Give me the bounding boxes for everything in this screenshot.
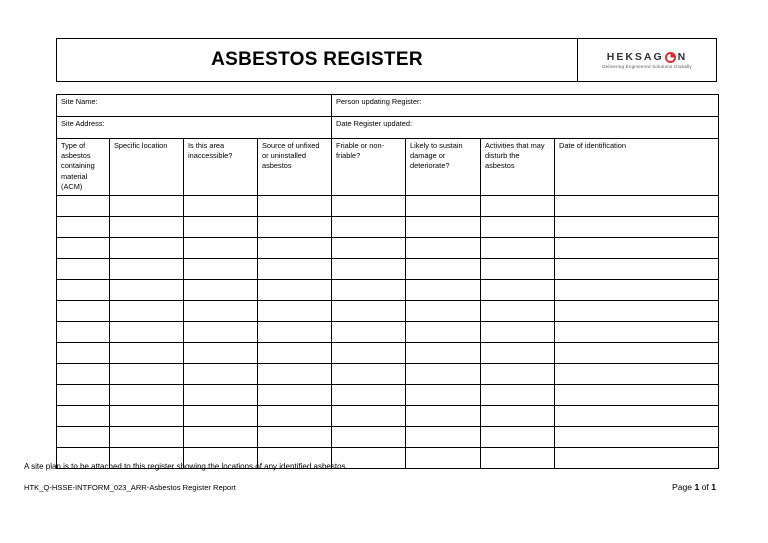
table-cell[interactable] [57,322,110,343]
table-cell[interactable] [332,301,406,322]
table-cell[interactable] [258,364,332,385]
table-cell[interactable] [258,322,332,343]
table-cell[interactable] [57,196,110,217]
logo-wordmark [607,51,688,63]
table-cell[interactable] [57,406,110,427]
table-cell[interactable] [184,364,258,385]
site-plan-note: A site plan is to be attached to this register showing the locations of any identified asbestos. [24,462,348,471]
table-cell[interactable] [57,385,110,406]
table-cell[interactable] [481,196,555,217]
document-reference: HTK_Q-HSSE-INTFORM_023_ARR-Asbestos Register Report [24,483,236,492]
table-cell[interactable] [258,406,332,427]
table-cell[interactable] [184,406,258,427]
logo-text-left: HEKSAG [606,51,664,63]
table-cell[interactable] [406,280,481,301]
table-cell[interactable] [555,217,719,238]
table-cell[interactable] [481,238,555,259]
table-cell[interactable] [184,301,258,322]
table-cell[interactable] [184,280,258,301]
table-row [57,343,719,364]
table-row [57,406,719,427]
table-cell[interactable] [57,301,110,322]
table-cell[interactable] [406,448,481,469]
table-row [57,238,719,259]
table-cell[interactable] [555,280,719,301]
table-cell[interactable] [258,427,332,448]
table-cell[interactable] [481,322,555,343]
table-cell[interactable] [110,343,184,364]
page-number [672,482,716,492]
table-cell[interactable] [57,259,110,280]
site-address-field[interactable] [57,117,332,139]
person-updating-label: Person updating Register: [336,97,422,106]
logo-tagline: Delivering Engineered Solutions Globally [602,64,692,69]
table-cell[interactable] [184,217,258,238]
table-cell[interactable] [555,238,719,259]
table-row [57,322,719,343]
table-cell[interactable] [184,196,258,217]
table-cell[interactable] [406,364,481,385]
table-cell[interactable] [406,343,481,364]
column-header-row [57,139,719,196]
table-row [57,217,719,238]
table-cell[interactable] [332,343,406,364]
table-cell[interactable] [184,385,258,406]
table-cell[interactable] [332,406,406,427]
table-row [57,427,719,448]
table-cell[interactable] [555,427,719,448]
table-cell[interactable] [406,301,481,322]
table-cell[interactable] [406,385,481,406]
table-row [57,385,719,406]
table-cell[interactable] [258,196,332,217]
table-cell[interactable] [57,364,110,385]
table-cell[interactable] [481,427,555,448]
table-cell[interactable] [258,217,332,238]
table-cell[interactable] [555,385,719,406]
table-cell[interactable] [555,259,719,280]
date-updated-label: Date Register updated: [336,119,413,128]
table-cell[interactable] [110,196,184,217]
table-cell[interactable] [332,385,406,406]
table-cell[interactable] [332,217,406,238]
table-cell[interactable] [332,238,406,259]
table-cell[interactable] [481,364,555,385]
table-cell[interactable] [110,280,184,301]
table-cell[interactable] [406,322,481,343]
table-row [57,196,719,217]
site-name-label: Site Name: [61,97,98,106]
table-cell[interactable] [481,259,555,280]
table-cell[interactable] [258,301,332,322]
table-cell[interactable] [57,427,110,448]
table-cell[interactable] [406,427,481,448]
table-cell[interactable] [555,322,719,343]
table-cell[interactable] [332,427,406,448]
page-prefix: Page [672,482,693,492]
table-row [57,364,719,385]
logo-text-right: N [677,51,688,63]
table-cell[interactable] [184,259,258,280]
table-cell[interactable] [258,385,332,406]
table-cell[interactable] [332,259,406,280]
table-cell[interactable] [57,343,110,364]
table-cell[interactable] [332,322,406,343]
table-cell[interactable] [481,217,555,238]
table-row [57,301,719,322]
table-cell[interactable] [184,427,258,448]
table-cell[interactable] [110,385,184,406]
col-header-unfixed-source: Source of unfixed or uninstalled asbestos [258,139,332,196]
page-current: 1 [694,482,700,492]
table-cell[interactable] [481,385,555,406]
col-header-location: Specific location [110,139,184,196]
table-cell[interactable] [258,259,332,280]
table-cell[interactable] [184,343,258,364]
title-cell [57,39,578,81]
table-cell[interactable] [555,301,719,322]
table-cell[interactable] [555,196,719,217]
table-cell[interactable] [332,280,406,301]
table-cell[interactable] [555,448,719,469]
person-updating-field[interactable] [332,95,719,117]
table-cell[interactable] [258,343,332,364]
info-row-site [57,95,719,117]
col-header-damage: Likely to sustain damage or deteriorate? [406,139,481,196]
table-cell[interactable] [110,259,184,280]
table-cell[interactable] [110,238,184,259]
table-cell[interactable] [57,280,110,301]
table-cell[interactable] [481,343,555,364]
table-cell[interactable] [406,217,481,238]
col-header-friable: Friable or non-friable? [332,139,406,196]
table-cell[interactable] [406,406,481,427]
table-cell[interactable] [184,238,258,259]
logo-o-icon [665,52,676,63]
table-cell[interactable] [332,196,406,217]
page-total: 1 [711,482,716,492]
page-of: of [701,482,709,492]
table-row [57,280,719,301]
site-name-field[interactable] [57,95,332,117]
table-cell[interactable] [332,364,406,385]
site-address-label: Site Address: [61,119,105,128]
info-row-address [57,117,719,139]
page-title: ASBESTOS REGISTER [211,49,423,70]
date-updated-field[interactable] [332,117,719,139]
company-logo [578,39,716,81]
table-cell[interactable] [481,280,555,301]
table-cell[interactable] [481,406,555,427]
table-cell[interactable] [258,238,332,259]
table-cell[interactable] [57,217,110,238]
table-cell[interactable] [406,196,481,217]
col-header-acm-type: Type of asbestos containing material (ACM) [57,139,110,196]
table-cell[interactable] [258,280,332,301]
table-cell[interactable] [110,322,184,343]
table-cell[interactable] [110,301,184,322]
col-header-activities: Activities that may disturb the asbestos [481,139,555,196]
table-cell[interactable] [555,406,719,427]
table-cell[interactable] [406,259,481,280]
table-cell[interactable] [555,364,719,385]
table-cell[interactable] [110,406,184,427]
document-header [56,38,717,82]
table-cell[interactable] [110,217,184,238]
table-cell[interactable] [481,448,555,469]
table-cell[interactable] [184,322,258,343]
table-cell[interactable] [110,427,184,448]
col-header-date-identified: Date of identification [555,139,719,196]
asbestos-register-table [56,94,719,469]
table-cell[interactable] [555,343,719,364]
table-cell[interactable] [481,301,555,322]
table-cell[interactable] [57,238,110,259]
table-cell[interactable] [110,364,184,385]
table-cell[interactable] [406,238,481,259]
table-row [57,259,719,280]
col-header-inaccessible: Is this area inaccessible? [184,139,258,196]
